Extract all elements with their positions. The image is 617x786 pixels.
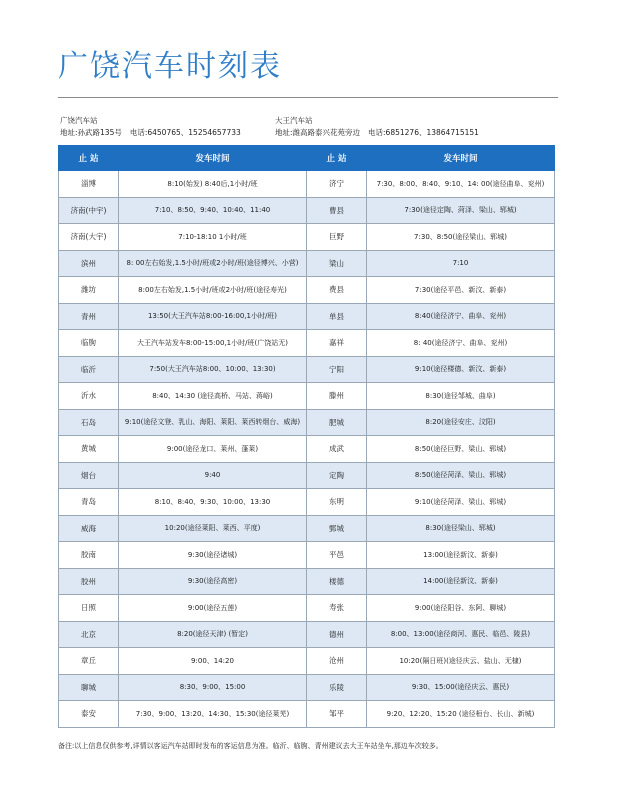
- cell-time-left: 7:10、8:50、9:40、10:40、11:40: [119, 197, 307, 224]
- cell-time-right: 7:30(途径平邑、新汶、新泰): [367, 277, 555, 304]
- cell-stop-left: 石岛: [59, 409, 119, 436]
- cell-stop-left: 章丘: [59, 648, 119, 675]
- station-contact: [60, 127, 241, 139]
- cell-stop-left: 临朐: [59, 330, 119, 357]
- cell-time-left: 7:30、9:00、13:20、14:30、15:30(途径莱芜): [119, 701, 307, 728]
- station-name: 大王汽车站: [275, 116, 313, 125]
- cell-stop-left: 北京: [59, 621, 119, 648]
- cell-stop-right: 费县: [307, 277, 367, 304]
- cell-time-left: 7:50(大王汽车站8:00、10:00、13:30): [119, 356, 307, 383]
- header-stop-left: 止 站: [59, 146, 119, 171]
- cell-stop-left: 威海: [59, 515, 119, 542]
- station-guangrao: [60, 115, 241, 139]
- cell-time-right: 8:30(途径邹城、曲阜): [367, 383, 555, 410]
- cell-stop-right: 鄄城: [307, 515, 367, 542]
- header-time-right: 发车时间: [367, 146, 555, 171]
- cell-stop-left: 日照: [59, 595, 119, 622]
- station-name: 广饶汽车站: [60, 116, 98, 125]
- cell-time-left: 10:20(途径莱阳、莱西、平度): [119, 515, 307, 542]
- cell-time-right: 8:50(途径巨野、梁山、郓城): [367, 436, 555, 463]
- table-row: [59, 568, 555, 595]
- table-row: [59, 462, 555, 489]
- cell-stop-right: 宁阳: [307, 356, 367, 383]
- station-contact: [275, 127, 479, 139]
- table-row: [59, 356, 555, 383]
- cell-stop-right: 寿张: [307, 595, 367, 622]
- cell-stop-left: 济南(大宇): [59, 224, 119, 251]
- cell-stop-left: 济南(中宇): [59, 197, 119, 224]
- timetable: [58, 145, 555, 728]
- cell-time-right: 7:30、8:50(途径梁山、郓城): [367, 224, 555, 251]
- table-row: [59, 515, 555, 542]
- title-divider: [58, 97, 558, 98]
- station-phone: 电话:6851276、13864715151: [368, 128, 479, 137]
- cell-time-left: 8:30、9:00、15:00: [119, 674, 307, 701]
- cell-stop-left: 淄博: [59, 171, 119, 198]
- header-stop-right: 止 站: [307, 146, 367, 171]
- cell-time-right: 7:30(途径定陶、菏泽、梁山、郓城): [367, 197, 555, 224]
- cell-stop-left: 滨州: [59, 250, 119, 277]
- table-row: [59, 197, 555, 224]
- cell-stop-right: 平邑: [307, 542, 367, 569]
- cell-time-left: 9:30(途径高密): [119, 568, 307, 595]
- cell-time-right: 8:20(途径安庄、汶阳): [367, 409, 555, 436]
- cell-stop-right: 济宁: [307, 171, 367, 198]
- cell-time-right: 14:00(途径新汶、新泰): [367, 568, 555, 595]
- cell-time-left: 8:10、8:40、9:30、10:00、13:30: [119, 489, 307, 516]
- cell-stop-right: 嘉祥: [307, 330, 367, 357]
- table-row: [59, 171, 555, 198]
- cell-time-left: 8:10(始发) 8:40后,1小时/班: [119, 171, 307, 198]
- cell-stop-right: 定陶: [307, 462, 367, 489]
- cell-time-left: 8: 00左右始发,1.5小时/班或2小时/班(途径博兴、小营): [119, 250, 307, 277]
- cell-time-left: 8:20(途径天津) (暂定): [119, 621, 307, 648]
- station-dawang: [275, 115, 479, 139]
- cell-stop-right: 邹平: [307, 701, 367, 728]
- cell-stop-right: 德州: [307, 621, 367, 648]
- cell-time-right: 9:00(途径阳谷、东阿、聊城): [367, 595, 555, 622]
- station-phone: 电话:6450765、15254657733: [129, 128, 241, 137]
- cell-stop-right: 巨野: [307, 224, 367, 251]
- cell-time-left: 9:00(途径五莲): [119, 595, 307, 622]
- cell-time-left: 9:00(途径龙口、莱州、蓬莱): [119, 436, 307, 463]
- table-row: [59, 489, 555, 516]
- cell-time-left: 9:40: [119, 462, 307, 489]
- cell-stop-left: 潍坊: [59, 277, 119, 304]
- cell-stop-left: 胶南: [59, 542, 119, 569]
- table-row: [59, 250, 555, 277]
- table-row: [59, 409, 555, 436]
- table-row: [59, 330, 555, 357]
- cell-stop-right: 乐陵: [307, 674, 367, 701]
- cell-time-right: 9:10(途径楼德、新汶、新泰): [367, 356, 555, 383]
- station-address: 地址:潍高路泰兴花苑旁边: [275, 128, 361, 137]
- table-row: [59, 277, 555, 304]
- cell-time-right: 8:00、13:00(途径商河、惠民、临邑、陵县): [367, 621, 555, 648]
- table-row: [59, 595, 555, 622]
- cell-stop-right: 滕州: [307, 383, 367, 410]
- cell-stop-left: 聊城: [59, 674, 119, 701]
- cell-time-right: 8: 40(途径济宁、曲阜、兖州): [367, 330, 555, 357]
- table-row: [59, 383, 555, 410]
- cell-stop-right: 沧州: [307, 648, 367, 675]
- table-row: [59, 542, 555, 569]
- cell-stop-left: 泰安: [59, 701, 119, 728]
- cell-time-right: 8:50(途径菏泽、梁山、郓城): [367, 462, 555, 489]
- cell-stop-right: 成武: [307, 436, 367, 463]
- cell-stop-left: 青岛: [59, 489, 119, 516]
- cell-stop-left: 青州: [59, 303, 119, 330]
- cell-time-left: 7:10-18:10 1小时/班: [119, 224, 307, 251]
- cell-time-left: 大王汽车站发车8:00-15:00,1小时/班(广饶站无): [119, 330, 307, 357]
- cell-stop-right: 肥城: [307, 409, 367, 436]
- table-row: [59, 436, 555, 463]
- cell-time-right: 8:30(途径梁山、郓城): [367, 515, 555, 542]
- cell-stop-right: 梁山: [307, 250, 367, 277]
- station-address: 地址:孙武路135号: [60, 128, 122, 137]
- cell-stop-left: 烟台: [59, 462, 119, 489]
- cell-time-left: 8:40、14:30 (途径高桥、马站、蒋峪): [119, 383, 307, 410]
- cell-time-right: 9:30、15:00(途径庆云、惠民): [367, 674, 555, 701]
- cell-stop-right: 单县: [307, 303, 367, 330]
- cell-stop-right: 东明: [307, 489, 367, 516]
- cell-time-right: 10:20(隔日班)(途径庆云、盐山、无棣): [367, 648, 555, 675]
- cell-stop-right: 楼德: [307, 568, 367, 595]
- cell-time-right: 13:00(途径新汶、新泰): [367, 542, 555, 569]
- header-time-left: 发车时间: [119, 146, 307, 171]
- cell-time-right: 9:10(途径菏泽、梁山、郓城): [367, 489, 555, 516]
- cell-stop-left: 临沂: [59, 356, 119, 383]
- cell-time-left: 9:00、14:20: [119, 648, 307, 675]
- cell-time-left: 9:10(途径文登、乳山、海阳、莱阳、莱西转烟台、威海): [119, 409, 307, 436]
- cell-stop-left: 沂水: [59, 383, 119, 410]
- cell-time-right: 7:30、8:00、8:40、9:10、14: 00(途径曲阜、兖州): [367, 171, 555, 198]
- cell-time-left: 8:00左右始发,1.5小时/班或2小时/班(途径寿光): [119, 277, 307, 304]
- table-row: [59, 701, 555, 728]
- cell-time-right: 7:10: [367, 250, 555, 277]
- cell-stop-left: 黄城: [59, 436, 119, 463]
- cell-stop-right: 曹县: [307, 197, 367, 224]
- cell-stop-left: 胶州: [59, 568, 119, 595]
- table-row: [59, 303, 555, 330]
- table-row: [59, 621, 555, 648]
- footnote: 备注:以上信息仅供参考,详情以客运汽车站即时发布的客运信息为准。临沂、临朐、青州建议去大王车站坐车,那边车次较多。: [58, 742, 443, 750]
- cell-time-right: 8:40(途径济宁、曲阜、兖州): [367, 303, 555, 330]
- cell-time-left: 13:50(大王汽车站8:00-16:00,1小时/班): [119, 303, 307, 330]
- page-title: 广饶汽车时刻表: [58, 49, 282, 84]
- table-row: [59, 674, 555, 701]
- timetable-header: [59, 146, 555, 171]
- table-row: [59, 648, 555, 675]
- cell-time-left: 9:30(途径诸城): [119, 542, 307, 569]
- cell-time-right: 9:20、12:20、15:20 (途径桓台、长山、新城): [367, 701, 555, 728]
- table-row: [59, 224, 555, 251]
